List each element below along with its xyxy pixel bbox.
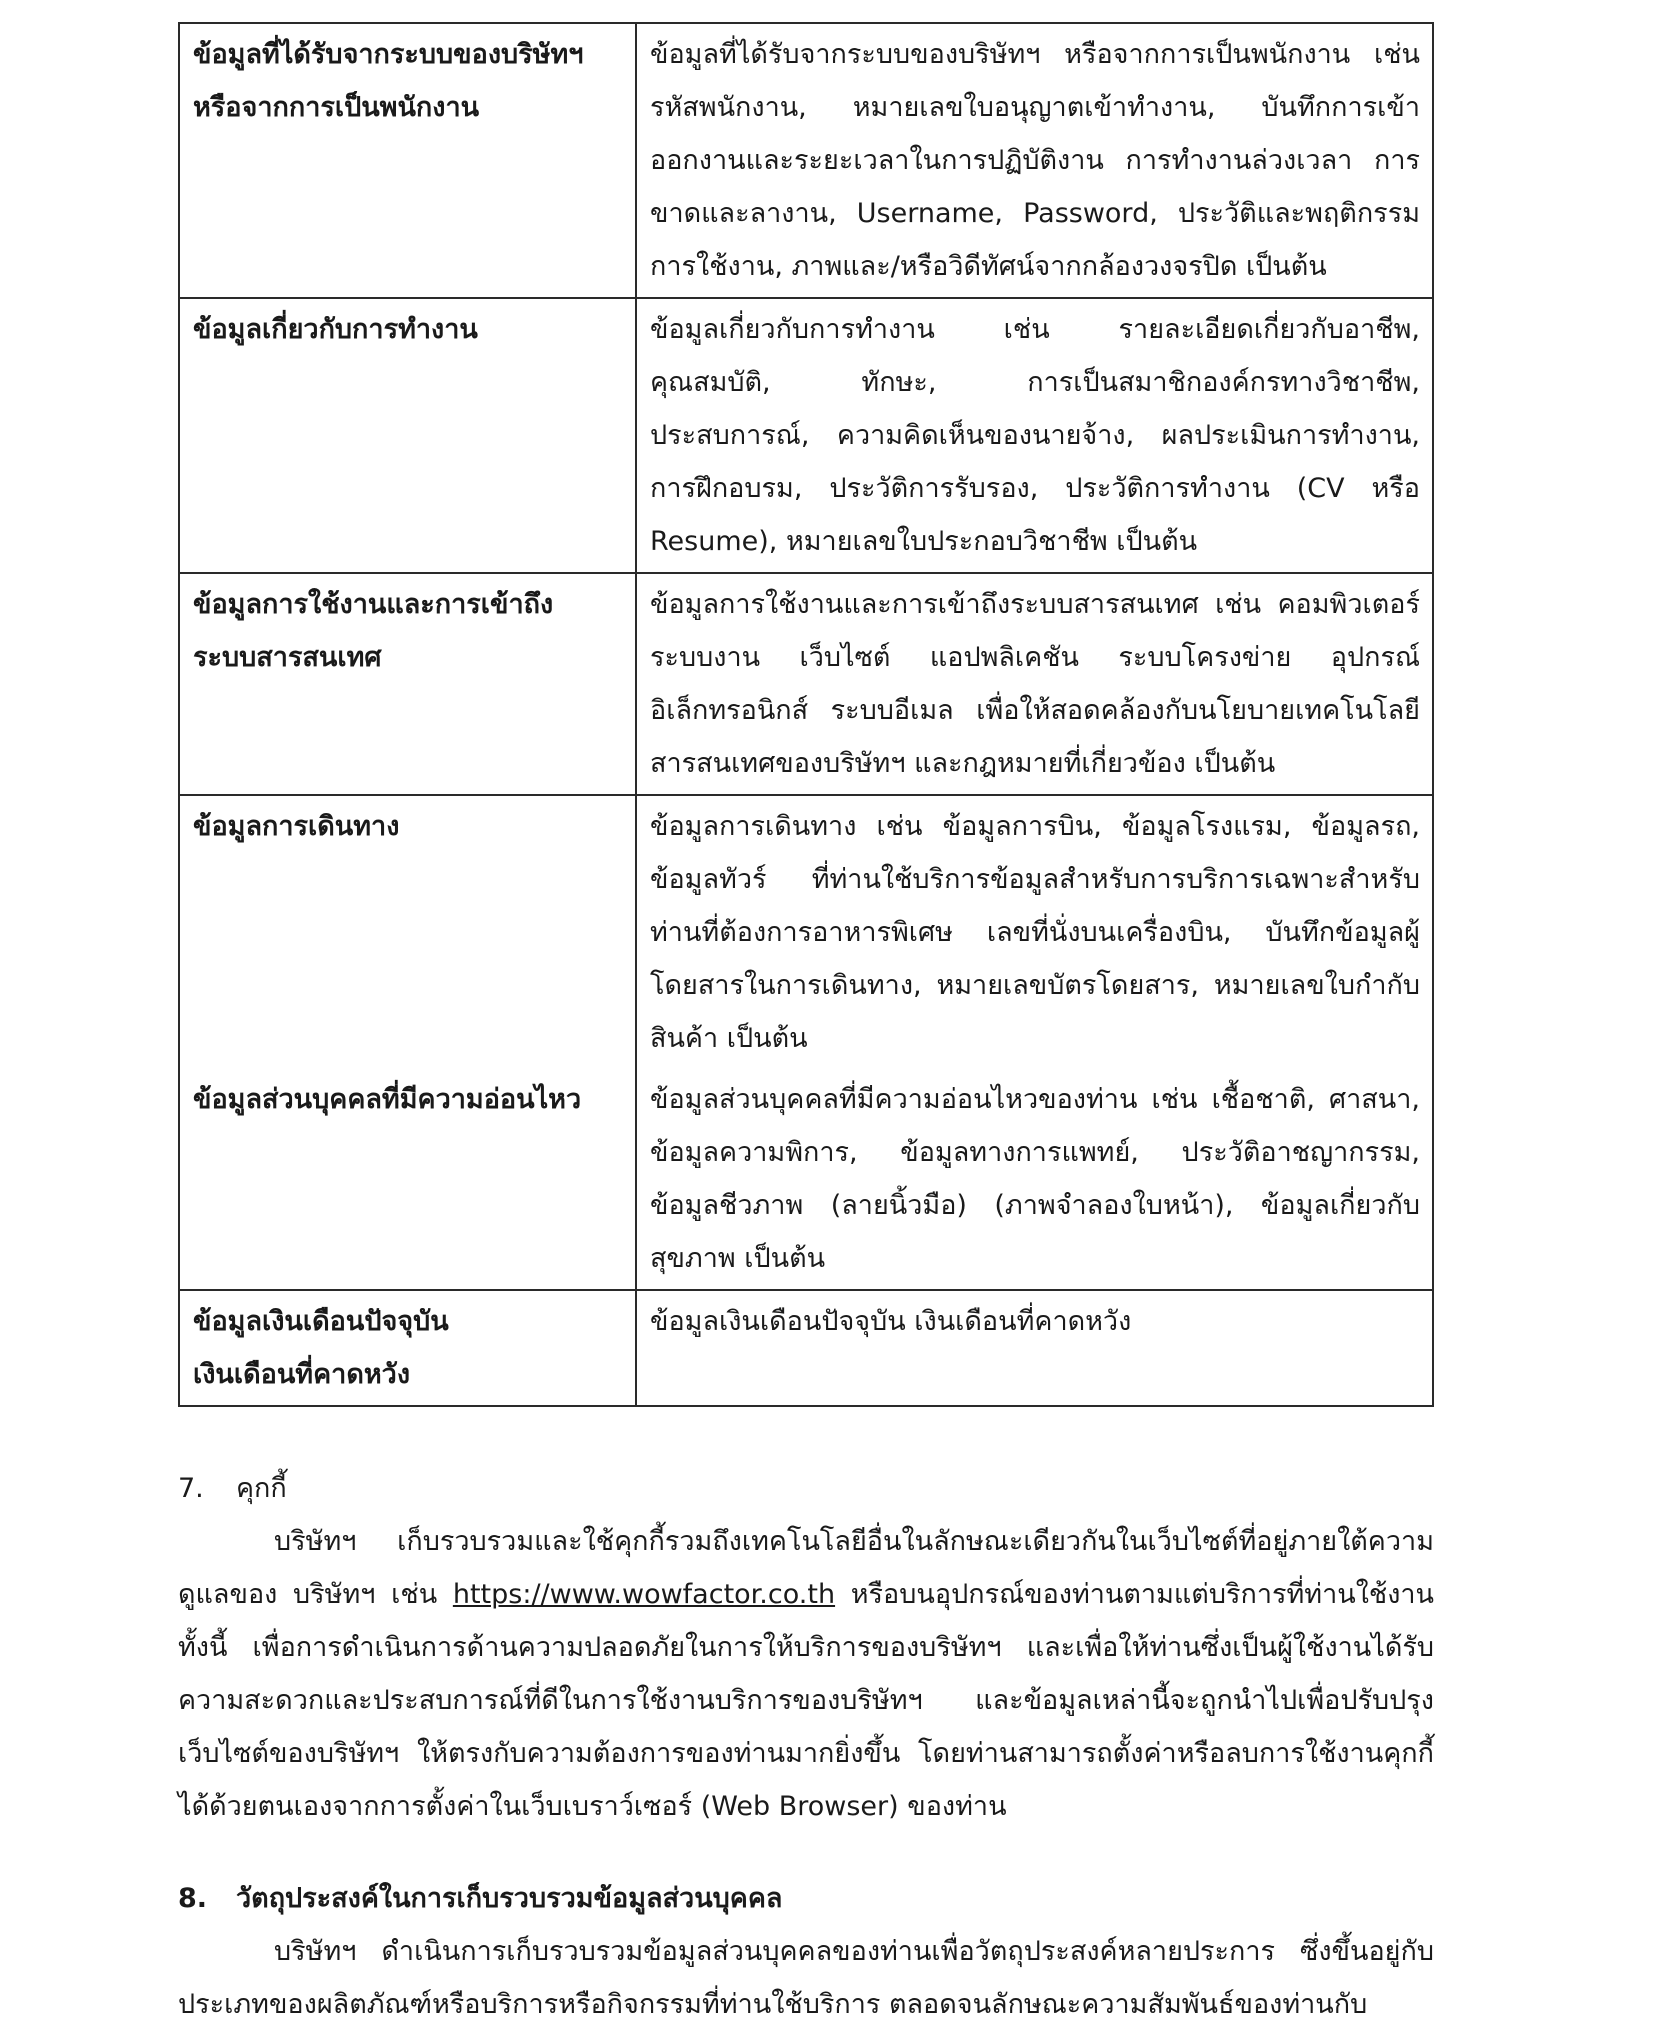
- row-description: ข้อมูลเกี่ยวกับการทำงาน เช่น รายละเอียดเกี่ยวกับอาชีพ, คุณสมบัติ, ทักษะ, การเป็นสมาชิกองค์กรทางวิชาชีพ, ประสบการณ์, ความคิดเห็นของนายจ้าง, ผลประเมินการทำงาน, การฝึกอบรม, ประวัติการรับรอง, ประวัติการทำงาน (CV หรือ Resume), หมายเลขใบประกอบวิชาชีพ เป็นต้น: [650, 314, 1420, 557]
- row-label: ข้อมูลเงินเดือนปัจจุบัน เงินเดือนที่คาดหวัง: [193, 1306, 449, 1390]
- personal-data-table: [178, 22, 1434, 1407]
- table-row: [179, 1290, 1433, 1406]
- row-label: ข้อมูลส่วนบุคคลที่มีความอ่อนไหว: [193, 1084, 582, 1115]
- section-title: คุกกี้: [236, 1473, 287, 1504]
- row-description: ข้อมูลเงินเดือนปัจจุบัน เงินเดือนที่คาดหวัง: [650, 1306, 1132, 1337]
- table-row: [179, 298, 1433, 573]
- table-cell-description: [636, 1290, 1433, 1406]
- table-cell-description: [636, 298, 1433, 573]
- row-label: ข้อมูลการเดินทาง: [193, 811, 400, 842]
- table-row: [179, 573, 1433, 795]
- section-purposes: [178, 1872, 1434, 2031]
- section-cookies: [178, 1462, 1434, 1833]
- row-label: ข้อมูลที่ได้รับจากระบบของบริษัทฯ หรือจากการเป็นพนักงาน: [193, 39, 584, 123]
- row-label: ข้อมูลการใช้งานและการเข้าถึง ระบบสารสนเทศ: [193, 589, 554, 673]
- section-paragraph: [178, 1925, 1434, 2031]
- row-description: ข้อมูลการเดินทาง เช่น ข้อมูลการบิน, ข้อมูลโรงแรม, ข้อมูลรถ, ข้อมูลทัวร์ ที่ท่านใช้บริการข้อมูลสำหรับการบริการเฉพาะสำหรับท่านที่ต้องการอาหารพิเศษ เลขที่นั่งบนเครื่องบิน, บันทึกข้อมูลผู้โดยสารในการเดินทาง, หมายเลขบัตรโดยสาร, หมายเลขใบกำกับสินค้า เป็นต้น: [650, 811, 1420, 1054]
- section-title: วัตถุประสงค์ในการเก็บรวบรวมข้อมูลส่วนบุคคล: [236, 1883, 783, 1914]
- section-number: 8.: [178, 1883, 208, 1914]
- table-cell-label: [179, 795, 636, 1069]
- row-description: ข้อมูลส่วนบุคคลที่มีความอ่อนไหวของท่าน เช่น เชื้อชาติ, ศาสนา, ข้อมูลความพิการ, ข้อมูลทางการแพทย์, ประวัติอาชญากรรม, ข้อมูลชีวภาพ (ลายนิ้วมือ) (ภาพจำลองใบหน้า), ข้อมูลเกี่ยวกับสุขภาพ เป็นต้น: [650, 1084, 1420, 1274]
- table-cell-description: [636, 1069, 1433, 1290]
- paragraph-text: บริษัทฯ เก็บรวบรวมและใช้คุกกี้รวมถึงเทคโนโลยีอื่นในลักษณะเดียวกันในเว็บไซต์ที่อยู่ภายใต้ความดูแลของ บริษัทฯ เช่น: [178, 1526, 1434, 1610]
- row-description: ข้อมูลที่ได้รับจากระบบของบริษัทฯ หรือจากการเป็นพนักงาน เช่น รหัสพนักงาน, หมายเลขใบอนุญาตเข้าทำงาน, บันทึกการเข้าออกงานและระยะเวลาในการปฏิบัติงาน การทำงานล่วงเวลา การขาดและลางาน, Username, Password, ประวัติและพฤติกรรมการใช้งาน, ภาพและ/หรือวิดีทัศน์จากกล้องวงจรปิด เป็นต้น: [650, 39, 1420, 282]
- table-cell-label: [179, 1290, 636, 1406]
- row-description: ข้อมูลการใช้งานและการเข้าถึงระบบสารสนเทศ เช่น คอมพิวเตอร์ ระบบงาน เว็บไซต์ แอปพลิเคชัน ระบบโครงข่าย อุปกรณ์อิเล็กทรอนิกส์ ระบบอีเมล เพื่อให้สอดคล้องกับนโยบายเทคโนโลยีสารสนเทศของบริษัทฯ และกฎหมายที่เกี่ยวข้อง เป็นต้น: [650, 589, 1420, 779]
- table-cell-label: [179, 573, 636, 795]
- table-cell-label: [179, 23, 636, 298]
- table-row: [179, 795, 1433, 1069]
- table-row: [179, 1069, 1433, 1290]
- section-heading: [178, 1872, 1434, 1925]
- paragraph-text: หรือบนอุปกรณ์ของท่านตามแต่บริการที่ท่านใช้งาน ทั้งนี้ เพื่อการดำเนินการด้านความปลอดภัยในการให้บริการของบริษัทฯ และเพื่อให้ท่านซึ่งเป็นผู้ใช้งานได้รับความสะดวกและประสบการณ์ที่ดีในการใช้งานบริการของบริษัทฯ และข้อมูลเหล่านี้จะถูกนำไปเพื่อปรับปรุงเว็บไซต์ของบริษัทฯ ให้ตรงกับความต้องการของท่านมากยิ่งขึ้น โดยท่านสามารถตั้งค่าหรือลบการใช้งานคุกกี้ได้ด้วยตนเองจากการตั้งค่าในเว็บเบราว์เซอร์ (Web Browser) ของท่าน: [178, 1579, 1435, 1822]
- section-paragraph: [178, 1515, 1434, 1833]
- section-number: 7.: [178, 1473, 204, 1504]
- section-heading: [178, 1462, 1434, 1515]
- row-label: ข้อมูลเกี่ยวกับการทำงาน: [193, 314, 478, 345]
- website-link[interactable]: https://www.wowfactor.co.th: [452, 1579, 836, 1610]
- table-cell-label: [179, 298, 636, 573]
- table-cell-label: [179, 1069, 636, 1290]
- paragraph-text: บริษัทฯ ดำเนินการเก็บรวบรวมข้อมูลส่วนบุคคลของท่านเพื่อวัตถุประสงค์หลายประการ ซึ่งขึ้นอยู่กับประเภทของผลิตภัณฑ์หรือบริการหรือกิจกรรมที่ท่านใช้บริการ ตลอดจนลักษณะความสัมพันธ์ของท่านกับ: [178, 1936, 1434, 2020]
- table-cell-description: [636, 573, 1433, 795]
- table-row: [179, 23, 1433, 298]
- table-cell-description: [636, 795, 1433, 1069]
- table-cell-description: [636, 23, 1433, 298]
